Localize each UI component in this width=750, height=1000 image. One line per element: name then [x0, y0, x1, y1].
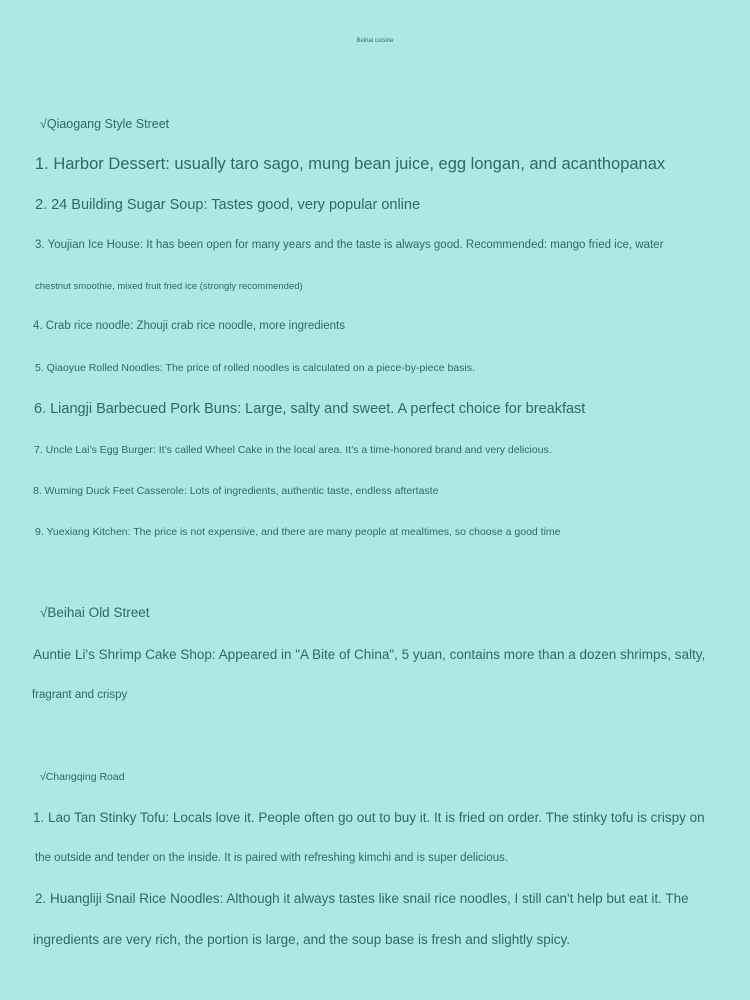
list-item: chestnut smoothie, mixed fruit fried ice (strongly recommended)	[35, 281, 303, 292]
list-item: 8. Wuming Duck Feet Casserole: Lots of ingredients, authentic taste, endless aftertaste	[33, 485, 439, 497]
section-heading-old-street: √Beihai Old Street	[40, 605, 150, 620]
list-item: 2. 24 Building Sugar Soup: Tastes good, very popular online	[35, 197, 421, 213]
list-item: 7. Uncle Lai’s Egg Burger: It’s called Wheel Cake in the local area. It’s a time-honored brand and very delicious.	[34, 444, 552, 456]
list-item: 9. Yuexiang Kitchen: The price is not expensive, and there are many people at mealtimes, so choose a good time	[35, 526, 561, 538]
list-item: 4. Crab rice noodle: Zhouji crab rice noodle, more ingredients	[33, 320, 345, 332]
list-item: fragrant and crispy	[32, 689, 128, 701]
list-item: the outside and tender on the inside. It is paired with refreshing kimchi and is super delicious.	[35, 852, 509, 864]
list-item: ingredients are very rich, the portion is large, and the soup base is fresh and slightly spicy.	[33, 932, 571, 947]
list-item: 1. Lao Tan Stinky Tofu: Locals love it. People often go out to buy it. It is fried on order. The stinky tofu is crispy on	[33, 810, 705, 825]
list-item: 5. Qiaoyue Rolled Noodles: The price of rolled noodles is calculated on a piece-by-piece basis.	[35, 362, 475, 374]
list-item: Auntie Li's Shrimp Cake Shop: Appeared in "A Bite of China", 5 yuan, contains more than a dozen shrimps, salty,	[33, 647, 706, 662]
list-item: 3. Youjian Ice House: It has been open for many years and the taste is always good. Recommended: mango fried ice, water	[35, 239, 664, 251]
section-heading-changqing: √Changqing Road	[40, 771, 125, 783]
list-item: 1. Harbor Dessert: usually taro sago, mung bean juice, egg longan, and acanthopanax	[35, 155, 666, 173]
list-item: 2. Huangliji Snail Rice Noodles: Although it always tastes like snail rice noodles, I still can't help but eat it. The	[35, 891, 689, 906]
section-heading-qiaogang: √Qiaogang Style Street	[40, 117, 170, 131]
page-title: Beihai cuisine	[356, 38, 394, 44]
list-item: 6. Liangji Barbecued Pork Buns: Large, salty and sweet. A perfect choice for breakfast	[34, 401, 586, 417]
